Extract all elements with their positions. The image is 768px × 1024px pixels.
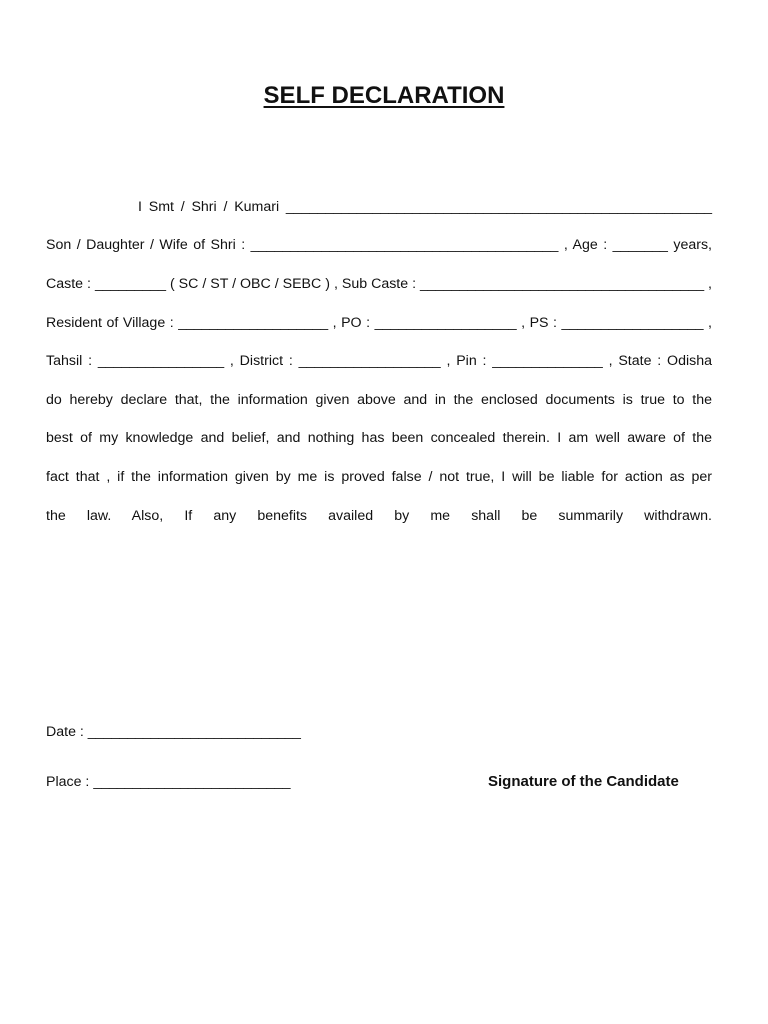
place-field: Place : _________________________: [46, 774, 291, 790]
date-field: Date : ___________________________: [46, 724, 301, 740]
page-title: SELF DECLARATION: [263, 82, 505, 109]
declaration-text-line: do hereby declare that, the information given above and in the enclosed documents is true to the: [46, 392, 712, 408]
declaration-text-line: best of my knowledge and belief, and nothing has been concealed therein. I am well aware of the: [46, 430, 712, 446]
signature-label: Signature of the Candidate: [488, 773, 679, 790]
declaration-text-line: fact that , if the information given by me is proved false / not true, I will be liable for action as per: [46, 469, 712, 485]
declaration-line-name: I Smt / Shri / Kumari ______________________________________________________: [138, 199, 712, 215]
declaration-line-relation-age: Son / Daughter / Wife of Shri : _______________________________________ , Age : _______ years,: [46, 237, 712, 253]
declaration-line-caste: Caste : _________ ( SC / ST / OBC / SEBC ) , Sub Caste : ____________________________________ ,: [46, 276, 712, 292]
declaration-line-residence: Resident of Village : ___________________ , PO : __________________ , PS : __________________ ,: [46, 315, 712, 331]
declaration-text-line: the law. Also, If any benefits availed by me shall be summarily withdrawn.: [46, 508, 712, 524]
declaration-line-address: Tahsil : ________________ , District : __________________ , Pin : ______________ , State : Odisha: [46, 353, 712, 369]
